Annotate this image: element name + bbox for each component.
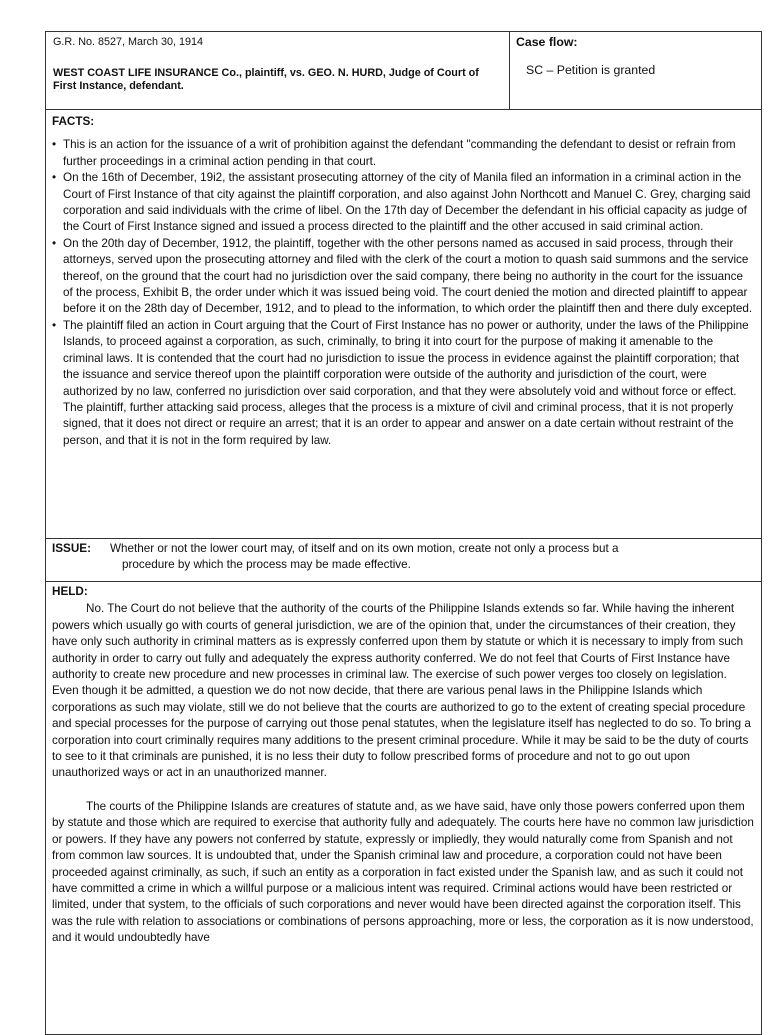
facts-item: • On the 16th of December, 19i2, the assistant prosecuting attorney of the city of Manila filed an information in a criminal action in the Court of First Instance of that city against the plaintiff corporation, and also against John Northcott and Manuel C. Grey, charging said corporation and said individuals with the crime of libel. On the 17th day of December the defendant in his official capacity as judge of the Court of First Instance signed and issued a process directed to the plaintiff and the other accused in said criminal action.	[62, 170, 755, 236]
issue-text-line1: Whether or not the lower court may, of itself and on its own motion, create not only a process but a	[110, 542, 619, 555]
facts-section	[46, 110, 762, 539]
case-flow-cell	[510, 32, 762, 110]
issue-section	[46, 539, 762, 582]
case-flow-label: Case flow:	[516, 35, 578, 49]
facts-item: • The plaintiff filed an action in Court arguing that the Court of First Instance has no power or authority, under the laws of the Philippine Islands, to proceed against a corporation, as such, criminally, to bring it into court for the purpose of making it amenable to the criminal laws. It is contended that the court had no jurisdiction to issue the process in evidence against the plaintiff corporation; that the issuance and service thereof upon the plaintiff corporation were outside of the authority and jurisdiction of the court, were authorized by no law, conferred no jurisdiction over said corporation, and that they were absolutely void and without force or effect. The plaintiff, further attacking said process, alleges that the process is a mixture of civil and criminal process, that it is not properly signed, that it does not direct or require an arrest; that it is an order to appear and answer on a date certain without restraint of the person, and that it is not in the form required by law.	[62, 318, 755, 449]
case-flow-value: SC – Petition is granted	[526, 63, 656, 77]
case-digest-page	[45, 31, 761, 1035]
held-paragraph: No. The Court do not believe that the authority of the courts of the Philippine Islands extends so far. While having the inherent powers which usually go with courts of general jurisdiction, we are of the opinion that, under the circumstances of their creation, they have only such authority in criminal matters as is expressly conferred upon them by statute or which it is necessary to imply from such authority in order to carry out fully and adequately the express authority conferred. We do not feel that Courts of First Instance have authority to create new procedure and new processes in criminal law. The exercise of such power verges too closely on legislation. Even though it be admitted, a question we do not now decide, that there are various penal laws in the Philippine Islands which corporations as such may violate, still we do not believe that the courts are authorized to go to the extent of creating special procedure and special processes for the purpose of carrying out those penal statutes, when the legislature itself has neglected to do so. To bring a corporation into court criminally requires many additions to the present criminal procedure. While it may be said to be the duty of courts to see to it that criminals are punished, it is no less their duty to follow prescribed forms of procedure and not to go out upon unauthorized ways or act in an unauthorized manner.	[52, 602, 751, 780]
facts-item: • This is an action for the issuance of a writ of prohibition against the defendant "commanding the defendant to desist or refrain from further proceedings in a criminal action pending in that court.	[62, 137, 755, 170]
facts-list	[52, 137, 755, 449]
case-header	[46, 32, 510, 110]
facts-item: • On the 20th day of December, 1912, the plaintiff, together with the other persons named as accused in said process, through their attorneys, served upon the prosecuting attorney and filed with the clerk of the court a motion to quash said summons and the service thereof, on the ground that the court had no jurisdiction over the said company, there being no authority in the court for the issuance of the process, Exhibit B, the order under which it was issued being void. The court denied the motion and directed plaintiff to appear before it on the 28th day of December, 1912, and to plead to the information, to which order the plaintiff then and there duly excepted.	[62, 236, 755, 318]
case-title: WEST COAST LIFE INSURANCE Co., plaintiff, vs. GEO. N. HURD, Judge of Court of First Instance, defendant.	[53, 66, 479, 92]
issue-text-line2: procedure by which the process may be made effective.	[122, 558, 411, 572]
case-digest-table	[45, 31, 762, 1035]
held-paragraph: The courts of the Philippine Islands are creatures of statute and, as we have said, have only those powers conferred upon them by statute and those which are required to exercise that authority fully and adequately. The courts here have no common law jurisdiction or powers. If they have any powers not conferred by statute, expressly or impliedly, they would naturally come from Spanish and not from common law sources. It is undoubted that, under the Spanish criminal law and procedure, a corporation could not have been proceeded against criminally, as such, if such an entity as a corporation in fact existed under the Spanish law, and as such it could not have committed a crime in which a willful purpose or a malicious intent was required. Criminal actions would have been restricted or limited, under that system, to the officials of such corporations and never would have been directed against the corporation itself. This was the rule with relation to associations or combinations of persons approaching, more or less, the corporation as it is now understood, and it would undoubtedly have	[52, 799, 754, 945]
gr-number: G.R. No. 8527, March 30, 1914	[53, 36, 204, 48]
facts-label: FACTS:	[52, 115, 95, 128]
held-section	[46, 582, 762, 1035]
issue-label: ISSUE:	[52, 542, 91, 555]
held-label: HELD:	[52, 585, 88, 598]
